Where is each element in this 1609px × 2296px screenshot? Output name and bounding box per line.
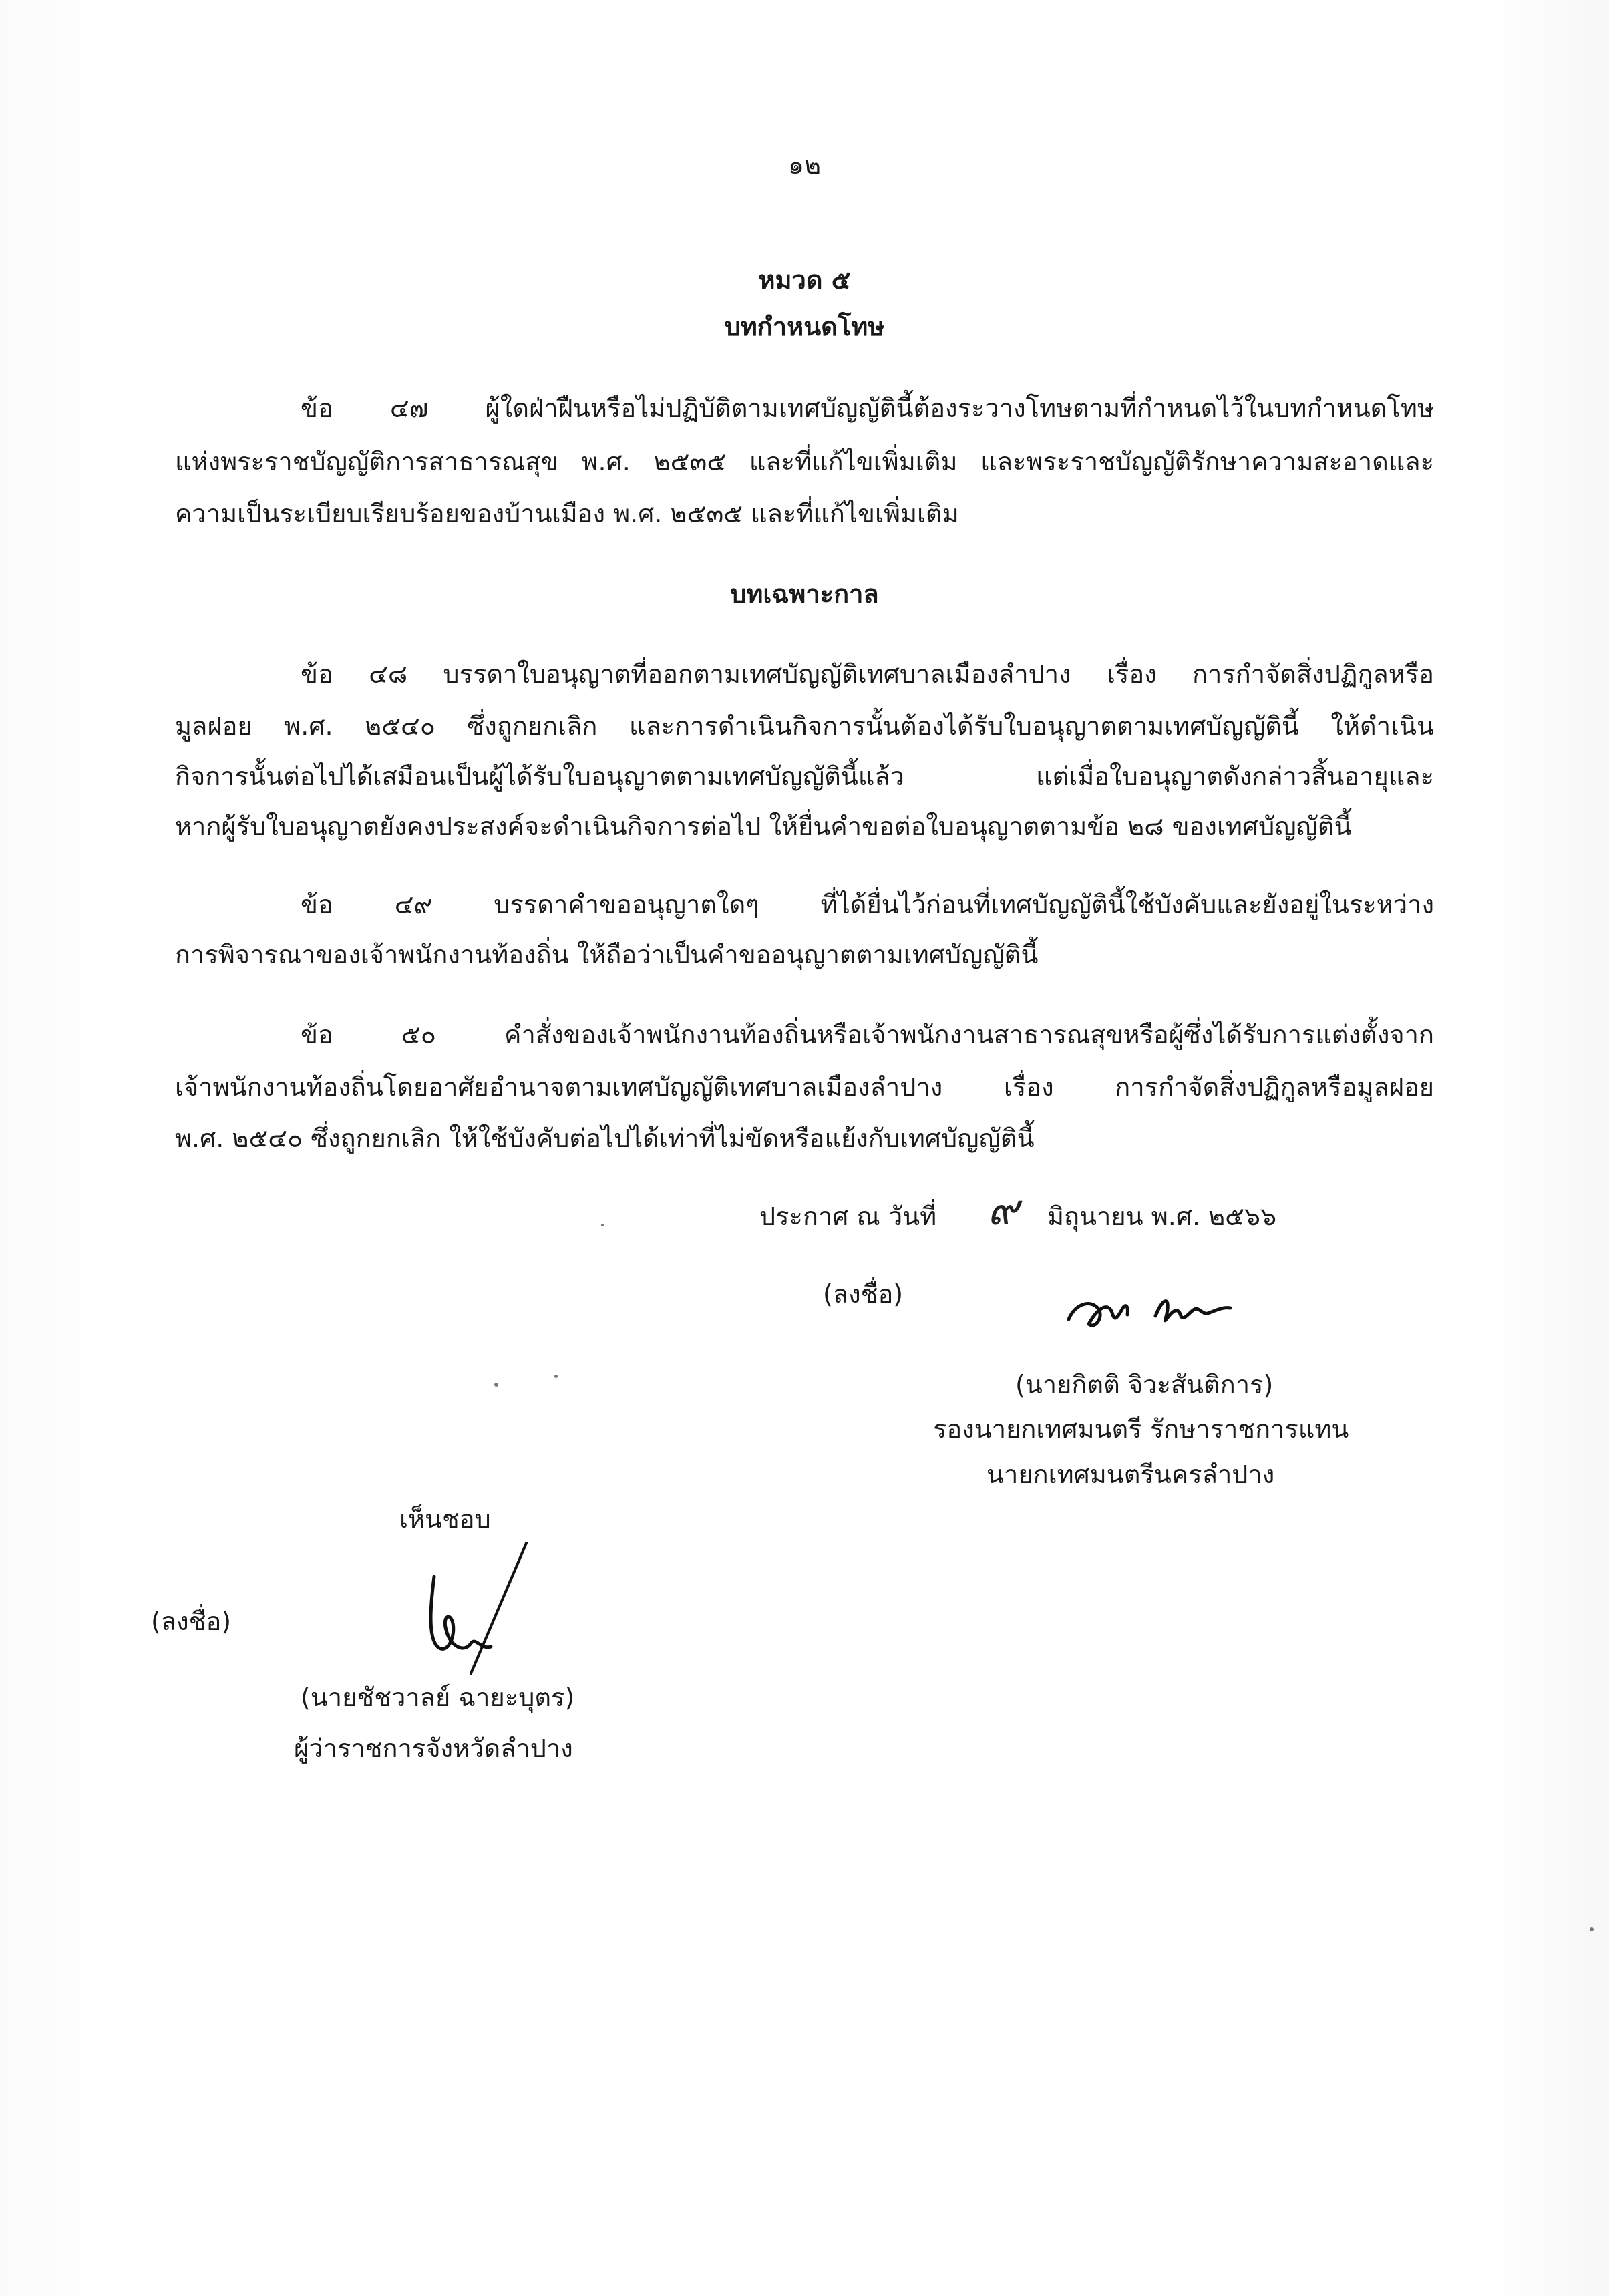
paragraph-line: หากผู้รับใบอนุญาตยังคงประสงค์จะดำเนินกิจการต่อไป ให้ยื่นคำขอต่อใบอนุญาตตามข้อ ๒๘ ของเทศบัญญัตินี้ [175, 812, 1352, 841]
scan-speck [554, 1375, 558, 1378]
paragraph-line: ข้อ ๔๙ บรรดาคำขออนุญาตใดๆ ที่ได้ยื่นไว้ก่อนที่เทศบัญญัตินี้ใช้บังคับและยังอยู่ในระหว่าง [301, 890, 1434, 919]
chapter-heading: หมวด ๕ [758, 265, 851, 295]
paragraph-line: ข้อ ๕๐ คำสั่งของเจ้าพนักงานท้องถิ่นหรือเจ้าพนักงานสาธารณสุขหรือผู้ซึ่งได้รับการแต่งตั้งจาก [301, 1020, 1434, 1049]
paragraph-line: การพิจารณาของเจ้าพนักงานท้องถิ่น ให้ถือว่าเป็นคำขออนุญาตตามเทศบัญญัตินี้ [175, 940, 1039, 969]
mayor-position-2: นายกเทศมนตรีนครลำปาง [987, 1460, 1275, 1489]
paragraph-line: ข้อ ๔๗ ผู้ใดฝ่าฝืนหรือไม่ปฏิบัติตามเทศบัญญัตินี้ต้องระวางโทษตามที่กำหนดไว้ในบทกำหนดโทษ [301, 393, 1434, 423]
mayor-position-1: รองนายกเทศมนตรี รักษาราชการแทน [933, 1414, 1349, 1444]
signed-label: (ลงชื่อ) [151, 1607, 232, 1636]
paragraph-line: พ.ศ. ๒๕๔๐ ซึ่งถูกยกเลิก ให้ใช้บังคับต่อไปได้เท่าที่ไม่ขัดหรือแย้งกับเทศบัญญัตินี้ [175, 1124, 1035, 1153]
approval-label: เห็นชอบ [399, 1504, 491, 1534]
chapter-title: บทกำหนดโทษ [724, 312, 885, 341]
scan-speck [494, 1383, 498, 1387]
paragraph-line: ข้อ ๔๘ บรรดาใบอนุญาตที่ออกตามเทศบัญญัติเทศบาลเมืองลำปาง เรื่อง การกำจัดสิ่งปฏิกูลหรือ [301, 659, 1434, 689]
transitional-title: บทเฉพาะกาล [730, 579, 879, 609]
governor-signature-image [407, 1536, 541, 1690]
announcement-prefix: ประกาศ ณ วันที่ [759, 1202, 937, 1231]
page-number: ๑๒ [787, 150, 822, 180]
announcement-suffix: มิถุนายน พ.ศ. ๒๕๖๖ [1047, 1202, 1277, 1231]
governor-name: (นายชัชวาลย์ ฉายะบุตร) [301, 1683, 575, 1712]
governor-position: ผู้ว่าราชการจังหวัดลำปาง [294, 1734, 573, 1763]
mayor-name: (นายกิตติ จิวะสันติการ) [1015, 1370, 1274, 1400]
paragraph-line: เจ้าพนักงานท้องถิ่นโดยอาศัยอำนาจตามเทศบัญญัติเทศบาลเมืองลำปาง เรื่อง การกำจัดสิ่งปฏิกูลหรือมูลฝอย [175, 1072, 1434, 1102]
signed-label: (ลงชื่อ) [823, 1279, 904, 1309]
handwritten-day: ๙ [987, 1186, 1019, 1235]
scan-speck [1590, 1927, 1594, 1931]
paragraph-line: ความเป็นระเบียบเรียบร้อยของบ้านเมือง พ.ศ. ๒๕๓๕ และที่แก้ไขเพิ่มเติม [175, 499, 959, 528]
paragraph-line: แห่งพระราชบัญญัติการสาธารณสุข พ.ศ. ๒๕๓๕ และที่แก้ไขเพิ่มเติม และพระราชบัญญัติรักษาความสะอาดและ [175, 447, 1434, 476]
paragraph-line: มูลฝอย พ.ศ. ๒๕๔๐ ซึ่งถูกยกเลิก และการดำเนินกิจการนั้นต้องได้รับใบอนุญาตตามเทศบัญญัตินี้ ให้ดำเนิน [175, 711, 1434, 741]
paragraph-line: กิจการนั้นต่อไปได้เสมือนเป็นผู้ได้รับใบอนุญาตตามเทศบัญญัตินี้แล้ว แต่เมื่อใบอนุญาตดังกล่าวสิ้นอายุและ [175, 762, 1434, 791]
scan-speck [601, 1224, 604, 1226]
mayor-signature-image [1062, 1283, 1249, 1343]
